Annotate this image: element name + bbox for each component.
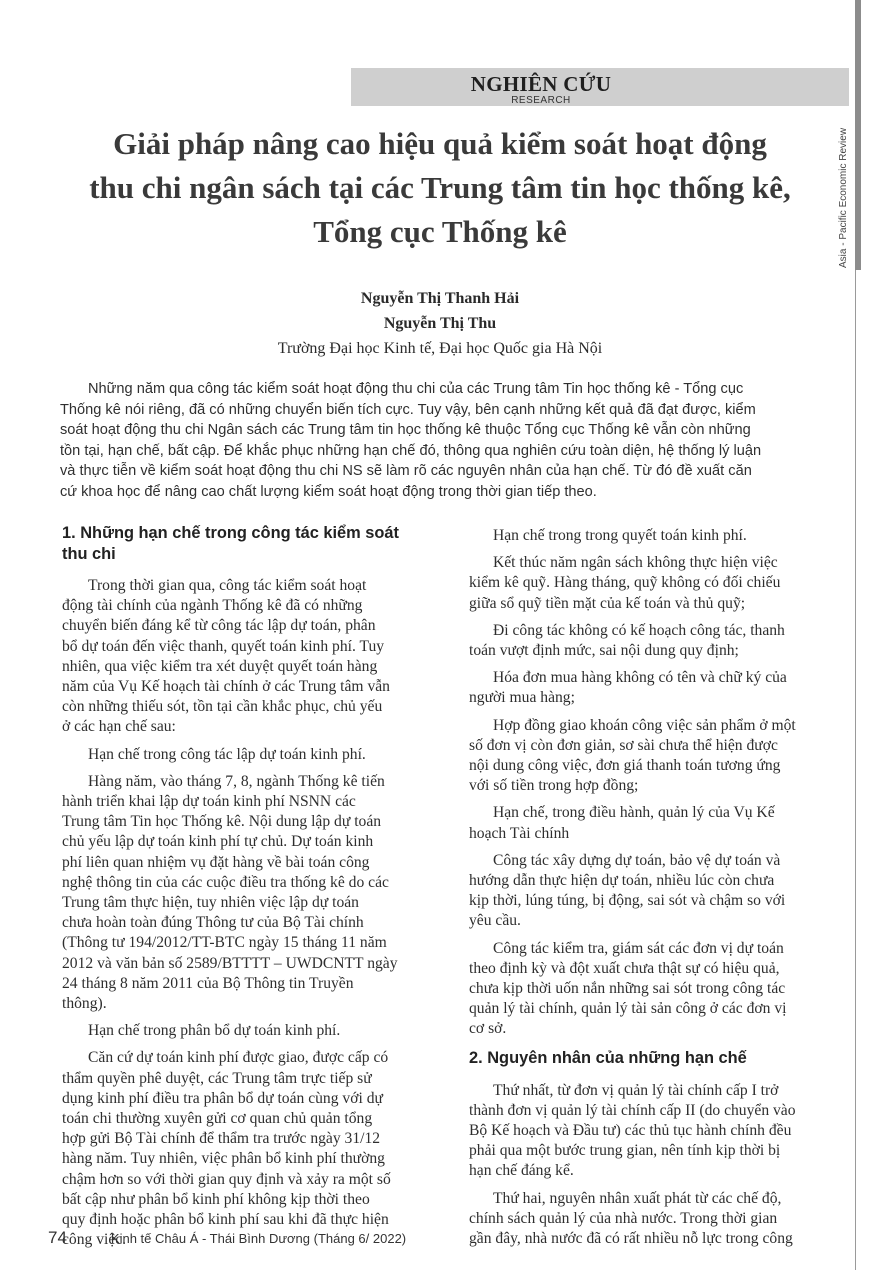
paragraph-line: Công tác kiểm tra, giám sát các đơn vị dự toán [493, 939, 784, 957]
abstract-line: cứ khoa học để nâng cao chất lượng kiểm soát hoạt động trong thời gian tiếp theo. [60, 483, 597, 500]
right-column [469, 526, 854, 1256]
paragraph-line: quy định hoặc phân bổ kinh phí sau khi đã thực hiện [62, 1211, 389, 1229]
heading-line: 1. Những hạn chế trong công tác kiểm soát [62, 524, 400, 542]
paragraph-line: Hạn chế, trong điều hành, quản lý của Vụ Kế [493, 804, 775, 822]
paragraph-line: hành triển khai lập dự toán kinh phí NSNN các [62, 793, 356, 811]
paragraph [62, 1021, 457, 1041]
article-title [40, 122, 840, 254]
paragraph-line: Hạn chế trong trong quyết toán kinh phí. [493, 527, 747, 544]
author-name: Nguyễn Thị Thanh Hải [360, 290, 520, 307]
paragraph-line: phải qua một bước trung gian, nên tính kịp thời bị [469, 1142, 781, 1160]
paragraph-line: nội dung công việc, đơn giá thanh toán tương ứng [469, 757, 781, 775]
paragraph-line: kiểm kê quỹ. Hàng tháng, quỹ không có đối chiếu [469, 574, 781, 592]
paragraph-line: thẩm quyền phê duyệt, các Trung tâm trực tiếp sử [62, 1069, 372, 1087]
author-affiliation: Trường Đại học Kinh tế, Đại học Quốc gia Hà Nội [277, 340, 603, 357]
author-block [40, 286, 840, 361]
abstract-line: Thống kê nói riêng, đã có những chuyển biến tích cực. Tuy vậy, bên cạnh những kết quả đã đạt được, kiểm [60, 401, 756, 418]
paragraph-line: hạn chế đáng kể. [469, 1162, 574, 1180]
paragraph-line: Hàng năm, vào tháng 7, 8, ngành Thống kê tiến [88, 772, 385, 790]
heading-line: thu chi [62, 545, 116, 563]
abstract-line: tồn tại, hạn chế, bất cập. Để khắc phục những hạn chế đó, thông qua nghiên cứu toàn diện, hệ thống lý luận [60, 442, 762, 459]
paragraph-line: hợp gửi Bộ Tài chính để thẩm tra trước ngày 31/12 [62, 1130, 381, 1148]
paragraph-line: thông). [62, 995, 107, 1013]
section-title: NGHIÊN CỨU [470, 72, 612, 96]
paragraph-line: 24 tháng 8 năm 2011 của Bộ Thông tin Truyền [62, 974, 354, 992]
right-paragraphs-a [469, 526, 854, 1040]
page-footer [48, 1228, 748, 1248]
paragraph [469, 1081, 854, 1182]
article-title-line: Tổng cục Thống kê [313, 214, 567, 249]
paragraph-line: Trung tâm thực hiện, tuy nhiên việc lập dự toán [62, 894, 359, 912]
paragraph-line: toán vượt định mức, sai nội dung quy định; [469, 642, 739, 660]
paragraph [469, 526, 854, 546]
paragraph-line: yêu cầu. [469, 912, 521, 930]
author-name: Nguyễn Thị Thu [383, 315, 497, 332]
paragraph-line: nhiên, qua việc kiểm tra xét duyệt quyết toán hàng [62, 657, 378, 675]
paragraph-line: kịp thời, lúng túng, bị động, sai sót và chậm so với [469, 892, 786, 910]
paragraph-line: công việc. [62, 1231, 127, 1249]
paragraph-line: Thứ hai, nguyên nhân xuất phát từ các chế độ, [493, 1189, 782, 1207]
paragraph-line: Hóa đơn mua hàng không có tên và chữ ký của [493, 669, 787, 687]
paragraph-line: cơ sở. [469, 1020, 507, 1038]
paragraph-line: Trong thời gian qua, công tác kiểm soát hoạt [88, 577, 367, 594]
paragraph-line: theo định kỳ và đột xuất chưa thật sự có hiệu quả, [469, 959, 780, 977]
paragraph-line: chuyển biến đáng kể từ công tác lập dự toán, phân [62, 617, 376, 635]
journal-side-label: Asia - Pacific Economic Review [838, 127, 849, 268]
paragraph-line: nghệ thông tin của các cuộc điều tra thống kê do các [62, 873, 389, 891]
section-heading-2: 2. Nguyên nhân của những hạn chế [469, 1048, 747, 1067]
abstract-line: và thực tiễn về kiểm soát hoạt động thu chi NS sẽ làm rõ các nguyên nhân của hạn chế. Từ đó đề xuất căn [60, 463, 752, 480]
paragraph-line: Kết thúc năm ngân sách không thực hiện việc [493, 554, 778, 572]
paragraph-line: chủ yếu lập dự toán kinh phí tự chủ. Dự toán kinh [62, 833, 374, 851]
paragraph [62, 745, 457, 765]
abstract-line: Những năm qua công tác kiểm soát hoạt động thu chi của các Trung tâm Tin học thống kê - Tổng cục [88, 381, 744, 397]
paragraph [469, 553, 854, 614]
article-title-line: Giải pháp nâng cao hiệu quả kiểm soát hoạt động [113, 126, 767, 161]
paragraph-line: Căn cứ dự toán kinh phí được giao, được cấp có [88, 1049, 389, 1067]
section-subtitle: RESEARCH [511, 95, 571, 106]
article-title-line: thu chi ngân sách tại các Trung tâm tin học thống kê, [89, 170, 791, 205]
paragraph-line: hoạch Tài chính [469, 824, 570, 842]
paragraph-line: còn những thiếu sót, tồn tại cần khắc phục, chủ yếu [62, 698, 383, 716]
paragraph-line: thành đơn vị quản lý tài chính cấp II (do chuyển vào [469, 1101, 796, 1119]
paragraph-line: Hạn chế trong công tác lập dự toán kinh phí. [88, 745, 366, 763]
paragraph-line: gần đây, nhà nước đã có rất nhiều nỗ lực trong công [469, 1230, 793, 1248]
paragraph-line: chưa kịp thời uốn nắn những sai sót trong công tác [469, 980, 786, 998]
paragraph [469, 939, 854, 1040]
paragraph [469, 803, 854, 843]
abstract [60, 379, 852, 503]
paragraph-line: Bộ Kế hoạch và Đầu tư) các thủ tục hành chính đều [469, 1122, 792, 1140]
paragraph-line: động tài chính của ngành Thống kê đã có những [62, 597, 363, 615]
paragraph-line: dụng kinh phí điều tra phân bổ dự toán cùng với dự [62, 1089, 383, 1107]
paragraph [469, 851, 854, 932]
left-paragraphs [62, 576, 457, 1251]
paragraph-line: số đơn vị còn đơn giản, sơ sài chưa thể hiện được [469, 736, 778, 754]
paragraph-line: phí liên quan nhiệm vụ đặt hàng về bài toán công [62, 853, 370, 871]
abstract-line: soát hoạt động thu chi Ngân sách các Trung tâm tin học thống kê thuộc Tổng cục Thống kê vẫn còn những [60, 422, 751, 439]
left-column [62, 523, 457, 1258]
paragraph-line: hàng năm. Tuy nhiên, việc phân bổ kinh phí thường [62, 1150, 385, 1168]
paragraph-line: hướng dẫn thực hiện dự toán, nhiều lúc còn chưa [469, 872, 775, 890]
paragraph-line: chưa hoàn toàn đúng Thông tư của Bộ Tài chính [62, 914, 364, 932]
paragraph-line: giữa sổ quỹ tiền mặt của kế toán và thủ quỹ; [469, 594, 746, 612]
paragraph-line: ở các hạn chế sau: [62, 718, 176, 736]
paragraph-line: năm của Vụ Kế hoạch tài chính ở các Trung tâm vẫn [62, 678, 390, 696]
paragraph-line: Hạn chế trong phân bổ dự toán kinh phí. [88, 1022, 341, 1040]
paragraph-line: bổ dự toán đến việc thanh, quyết toán kinh phí. Tuy [62, 637, 385, 655]
paragraph [62, 772, 457, 1014]
paragraph-line: Công tác xây dựng dự toán, bảo vệ dự toán và [493, 851, 781, 869]
paragraph-line: bất cập như phân bổ kinh phí không kịp thời theo [62, 1190, 370, 1208]
paragraph-line: người mua hàng; [469, 689, 575, 707]
paragraph-line: toán chi thường xuyên gửi cơ quan chủ quản tổng [62, 1110, 373, 1128]
paragraph [62, 576, 457, 738]
page-number: 74 [48, 1228, 67, 1247]
paragraph-line: chính sách quản lý của nhà nước. Trong thời gian [469, 1209, 778, 1227]
journal-name: Kinh tế Châu Á - Thái Bình Dương (Tháng 6/ 2022) [110, 1231, 407, 1246]
paragraph-line: Thứ nhất, từ đơn vị quản lý tài chính cấp I trở [493, 1081, 779, 1099]
paragraph [469, 668, 854, 708]
paragraph-line: (Thông tư 194/2012/TT-BTC ngày 15 tháng 11 năm [62, 934, 387, 952]
paragraph-line: với số tiền trong hợp đồng; [469, 777, 639, 795]
section-heading-1 [62, 523, 457, 565]
paragraph-line: chậm hơn so với thời gian quy định và xảy ra một số [62, 1170, 391, 1188]
paragraph-line: Hợp đồng giao khoán công việc sản phẩm ở một [493, 716, 796, 734]
paragraph-line: Trung tâm Tin học Thống kê. Nội dung lập dự toán [62, 813, 382, 831]
paragraph-line: quản lý tài chính, quản lý tài sản công ở các đơn vị [469, 1000, 787, 1018]
paragraph-line: 2012 và văn bản số 2589/BTTTT – UWDCNTT ngày [62, 954, 398, 972]
paragraph [469, 621, 854, 661]
paragraph [469, 716, 854, 797]
paragraph-line: Đi công tác không có kế hoạch công tác, thanh [493, 621, 785, 639]
margin-tab-marker [855, 0, 861, 270]
paragraph [62, 1048, 457, 1250]
right-paragraphs-b [469, 1081, 854, 1250]
